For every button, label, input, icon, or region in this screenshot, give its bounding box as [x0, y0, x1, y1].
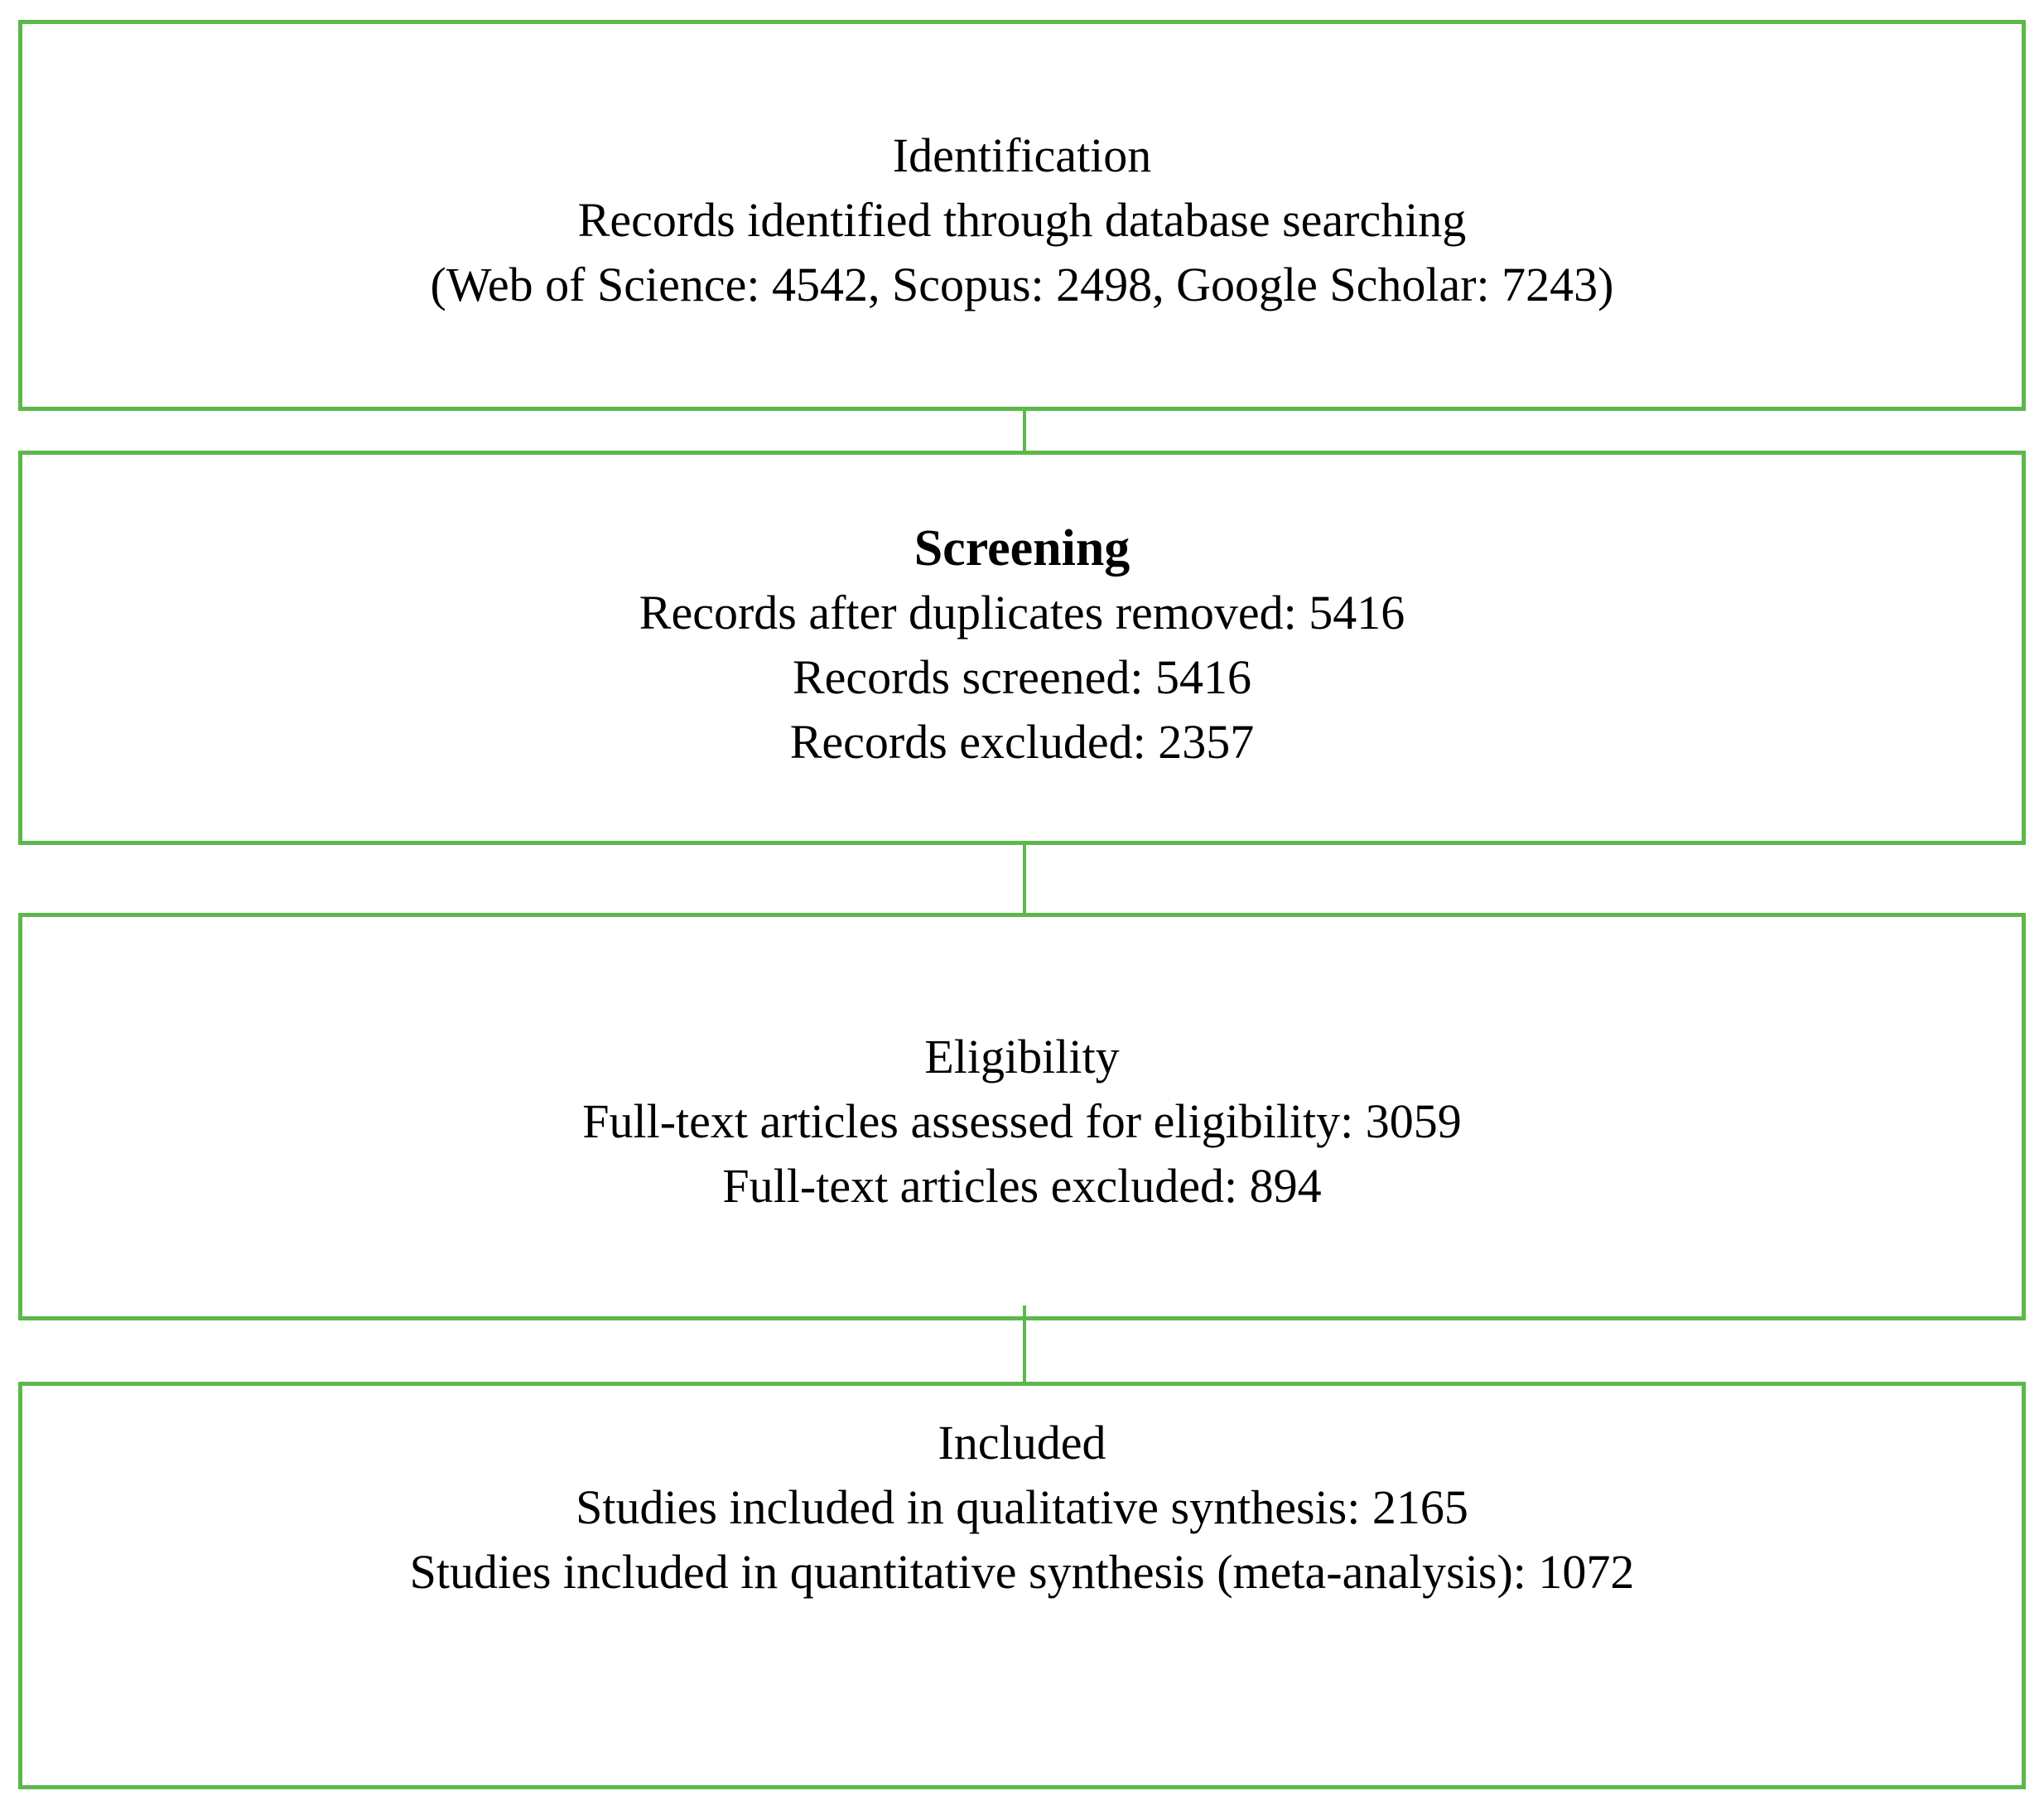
connector-identification-screening — [1023, 411, 1026, 452]
screening-line-2: Records screened: 5416 — [792, 650, 1252, 704]
screening-line-3: Records excluded: 2357 — [789, 715, 1255, 769]
identification-box — [18, 20, 2026, 411]
included-line-2: Studies included in quantitative synthesis (meta-analysis): 1072 — [409, 1545, 1635, 1599]
screening-heading: Screening — [914, 520, 1130, 577]
eligibility-line-2: Full-text articles excluded: 894 — [722, 1159, 1322, 1213]
included-line-1: Studies included in qualitative synthesis: 2165 — [576, 1480, 1468, 1534]
eligibility-heading: Eligibility — [924, 1030, 1120, 1084]
identification-line-1: Records identified through database searching — [577, 193, 1467, 247]
identification-line-2: (Web of Science: 4542, Scopus: 2498, Google Scholar: 7243) — [430, 258, 1614, 311]
identification-heading: Identification — [892, 128, 1152, 182]
included-box — [18, 1382, 2026, 1789]
eligibility-line-1: Full-text articles assessed for eligibility: 3059 — [582, 1094, 1462, 1148]
eligibility-box — [18, 913, 2026, 1320]
screening-box — [18, 451, 2026, 845]
included-heading: Included — [938, 1416, 1106, 1470]
connector-eligibility-included — [1023, 1306, 1026, 1383]
screening-line-1: Records after duplicates removed: 5416 — [639, 586, 1405, 640]
connector-screening-eligibility — [1023, 845, 1026, 915]
